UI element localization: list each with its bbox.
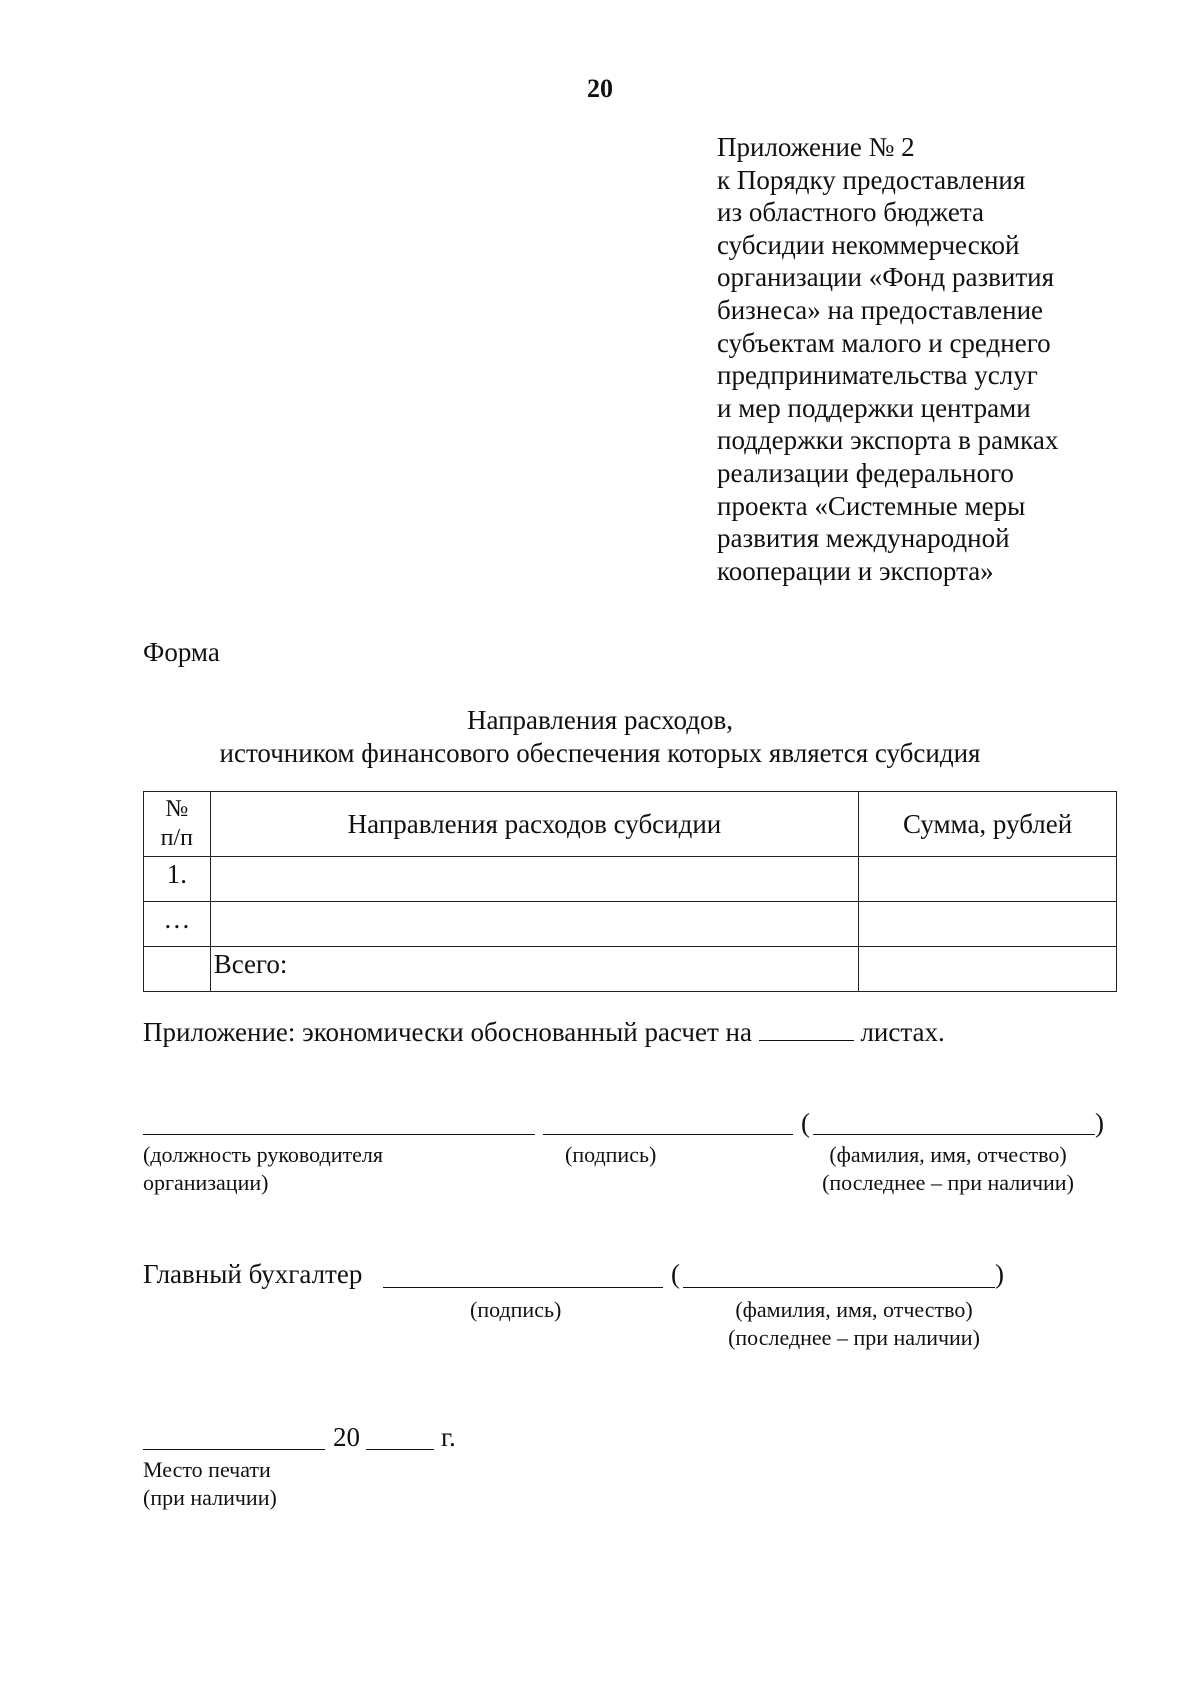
name-caption-line: (последнее – при наличии) [728, 1325, 980, 1350]
document-title [0, 704, 1200, 770]
appendix-line: к Порядку предоставления [717, 164, 1026, 195]
year-field[interactable] [366, 1449, 434, 1450]
appendix-line: реализации федерального [717, 457, 1014, 488]
stamp-caption-line: Место печати [143, 1457, 271, 1482]
year-suffix: г. [441, 1422, 456, 1452]
accountant-open-paren: ( [671, 1259, 680, 1289]
table-row [144, 857, 1117, 902]
stamp-caption-line: (при наличии) [143, 1485, 277, 1510]
accountant-close-paren: ) [995, 1259, 1004, 1289]
date-field[interactable] [143, 1449, 325, 1450]
name-open-paren: ( [801, 1108, 810, 1138]
header-number-cell [144, 792, 211, 857]
position-field[interactable] [143, 1134, 535, 1135]
title-line-1: Направления расходов, [466, 705, 734, 735]
accountant-signature-field[interactable] [383, 1287, 663, 1288]
position-caption-line: организации) [143, 1170, 269, 1195]
appendix-line: организации «Фонд развития [717, 262, 1054, 293]
head-signature-field[interactable] [543, 1134, 793, 1135]
table-total-row [144, 947, 1117, 992]
row-direction-cell[interactable] [210, 902, 858, 947]
name-close-paren: ) [1095, 1108, 1104, 1138]
row-number-cell: … [144, 902, 211, 947]
head-name-caption [808, 1141, 1088, 1197]
sheet-count-field[interactable] [759, 1014, 854, 1041]
appendix-line: развития международной [717, 523, 1010, 554]
accountant-name-caption [712, 1296, 996, 1352]
row-number-cell: 1. [144, 857, 211, 902]
header-number-abbr: п/п [160, 825, 194, 851]
name-caption-line: (фамилия, имя, отчество) [735, 1297, 973, 1322]
year-prefix: 20 [333, 1422, 360, 1452]
appendix-line: субсидии некоммерческой [717, 229, 1020, 260]
head-name-field[interactable] [813, 1134, 1095, 1135]
row-sum-cell[interactable] [859, 857, 1117, 902]
appendix-line: кооперации и экспорта» [717, 555, 994, 586]
table-row [144, 902, 1117, 947]
table-header-row [144, 792, 1117, 857]
row-sum-cell[interactable] [859, 902, 1117, 947]
row-direction-cell[interactable] [210, 857, 858, 902]
accountant-name-field[interactable] [683, 1287, 995, 1288]
appendix-line: предпринимательства услуг [717, 360, 1038, 391]
appendix-line: бизнеса» на предоставление [717, 294, 1044, 325]
form-label: Форма [143, 637, 220, 667]
header-number-sign: № [165, 796, 189, 822]
total-sum-cell[interactable] [859, 947, 1117, 992]
appendix-line: проекта «Системные меры [717, 490, 1026, 521]
appendix-line: субъектам малого и среднего [717, 327, 1051, 358]
accountant-signature-caption: (подпись) [470, 1297, 562, 1322]
expenses-table [143, 791, 1117, 992]
name-caption-line: (фамилия, имя, отчество) [829, 1142, 1067, 1167]
header-sum-cell: Сумма, рублей [859, 792, 1117, 857]
stamp-caption [143, 1456, 277, 1512]
title-line-2: источником финансового обеспечения которых является субсидия [219, 738, 981, 768]
name-caption-line: (последнее – при наличии) [822, 1170, 1074, 1195]
appendix-block [717, 131, 1058, 587]
position-caption-line: (должность руководителя [143, 1142, 383, 1167]
head-signature-caption: (подпись) [565, 1142, 657, 1167]
attachment-suffix: листах. [860, 1017, 945, 1047]
appendix-line: из областного бюджета [717, 197, 984, 228]
header-direction-cell: Направления расходов субсидии [210, 792, 858, 857]
attachment-line [143, 1014, 945, 1048]
total-label-cell: Всего: [210, 947, 858, 992]
attachment-prefix: Приложение: экономически обоснованный расчет на [143, 1017, 752, 1047]
appendix-line: Приложение № 2 [717, 132, 915, 162]
appendix-line: и мер поддержки центрами [717, 392, 1031, 423]
position-caption [143, 1141, 383, 1197]
appendix-line: поддержки экспорта в рамках [717, 425, 1059, 456]
chief-accountant-label: Главный бухгалтер [143, 1259, 363, 1289]
row-number-cell [144, 947, 211, 992]
page-number: 20 [587, 74, 613, 103]
